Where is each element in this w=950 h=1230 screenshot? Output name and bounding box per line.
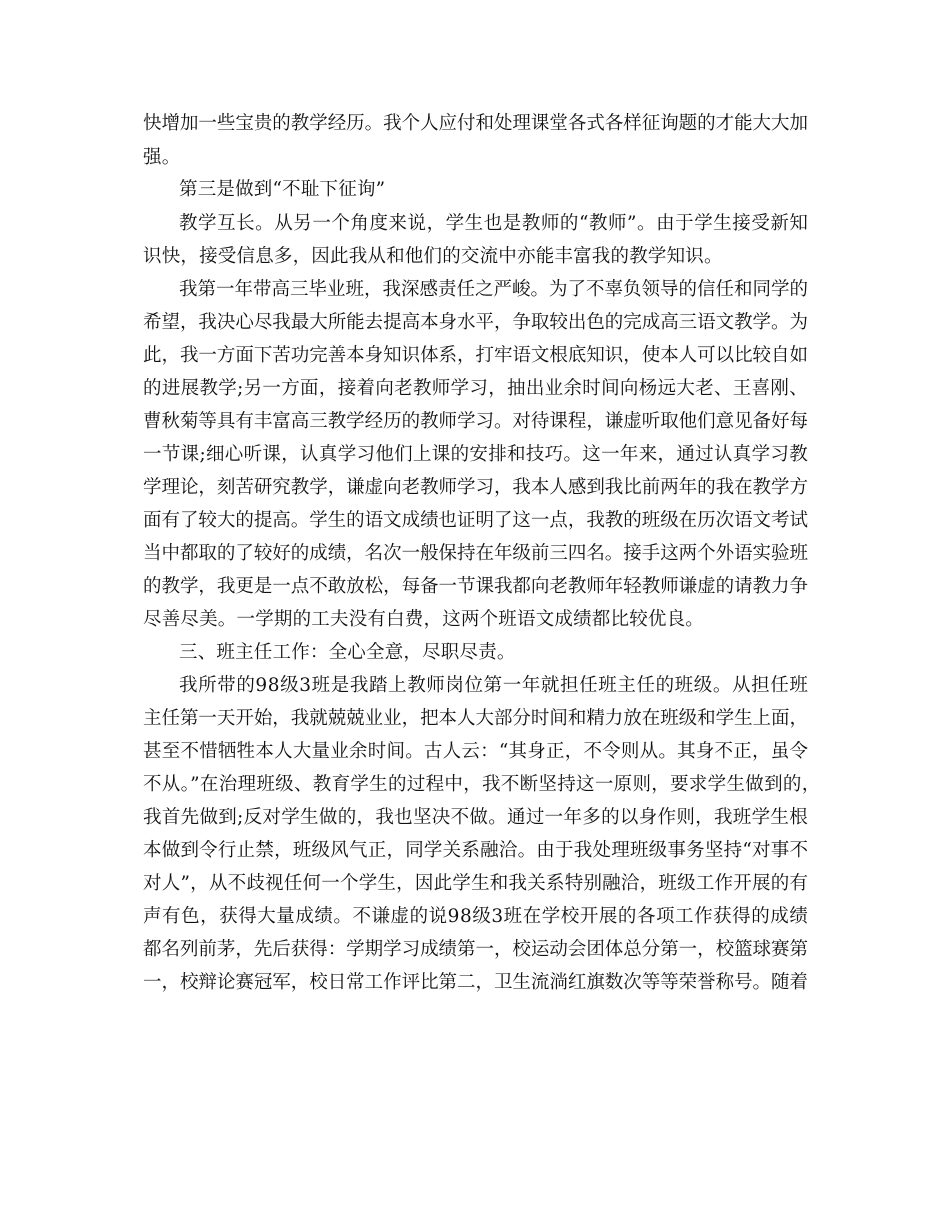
text-line: 曹秋菊等具有丰富高三教学经历的教师学习。对待课程，谦虚听取他们意见备好每 — [143, 411, 808, 432]
text-line: 不从。”在治理班级、教育学生的过程中，我不断坚持这一原则，要求学生做到的， — [143, 774, 821, 795]
text-line: 我首先做到;反对学生做的，我也坚决不做。通过一年多的以身作则，我班学生根 — [143, 807, 809, 828]
text-line: 面有了较大的提高。学生的语文成绩也证明了这一点，我教的班级在历次语文考试 — [143, 510, 808, 531]
text-line: 教学互长。从另一个角度来说，学生也是教师的“教师”。由于学生接受新知 — [179, 213, 809, 234]
text-line: 学理论，刻苦研究教学，谦虚向老教师学习，我本人感到我比前两年的我在教学方 — [143, 477, 808, 498]
text-line: 的进展教学;另一方面，接着向老教师学习，抽出业余时间向杨远大老、王喜刚、 — [143, 378, 809, 399]
text-line: 甚至不惜牺牲本人大量业余时间。古人云：“其身正，不令则从。其身不正，虽令 — [143, 741, 809, 762]
text-line: 此，我一方面下苦功完善本身知识体系，打牢语文根底知识，使本人可以比较自如 — [143, 345, 808, 366]
text-line: 尽善尽美。一学期的工夫没有白费，这两个班语文成绩都比较优良。 — [143, 609, 705, 630]
text-line: 本做到令行止禁，班级风气正，同学关系融洽。由于我处理班级事务坚持“对事不 — [143, 840, 809, 861]
text-line: 我所带的98级3班是我踏上教师岗位第一年就担任班主任的班级。从担任班 — [179, 675, 809, 696]
text-line: 识快，接受信息多，因此我从和他们的交流中亦能丰富我的教学知识。 — [143, 246, 723, 267]
text-line: 我第一年带高三毕业班，我深感责任之严峻。为了不辜负领导的信任和同学的 — [179, 279, 809, 300]
text-line: 主任第一天开始，我就兢兢业业，把本人大部分时间和精力放在班级和学生上面， — [143, 708, 808, 729]
text-line: 都名列前茅，先后获得：学期学习成绩第一，校运动会团体总分第一，校篮球赛第 — [143, 939, 808, 960]
text-line: 希望，我决心尽我最大所能去提高本身水平，争取较出色的完成高三语文教学。为 — [143, 312, 808, 333]
text-line: 对人”，从不歧视任何一个学生，因此学生和我关系特别融洽，班级工作开展的有 — [143, 873, 809, 894]
section-heading: 第三是做到“不耻下征询” — [179, 179, 386, 200]
text-line: 当中都取的了较好的成绩，名次一般保持在年级前三四名。接手这两个外语实验班 — [143, 543, 808, 564]
section-heading: 三、班主任工作：全心全意，尽职尽责。 — [179, 642, 516, 663]
text-line: 的教学，我更是一点不敢放松，每备一节课我都向老教师年轻教师谦虚的请教力争 — [143, 576, 808, 597]
text-line: 声有色，获得大量成绩。不谦虚的说98级3班在学校开展的各项工作获得的成绩 — [143, 906, 809, 927]
text-line: 强。 — [143, 147, 181, 168]
text-line: 快增加一些宝贵的教学经历。我个人应付和处理课堂各式各样征询题的才能大大加 — [143, 113, 808, 134]
text-line: 一，校辩论赛冠军，校日常工作评比第二，卫生流淌红旗数次等等荣誉称号。随着 — [143, 972, 808, 993]
text-line: 一节课;细心听课，认真学习他们上课的安排和技巧。这一年来，通过认真学习教 — [143, 444, 809, 465]
